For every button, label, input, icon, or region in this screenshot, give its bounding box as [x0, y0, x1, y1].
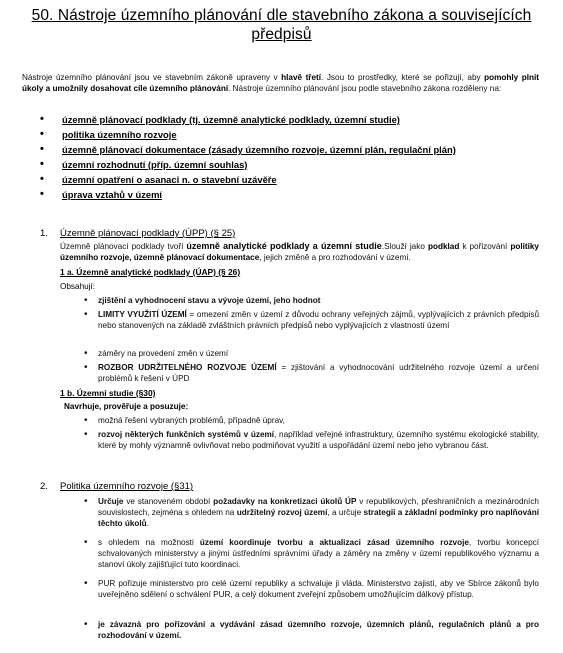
list-item: • územní rozhodnutí (příp. územní souhlas) — [40, 157, 456, 172]
page-title: 50. Nástroje územního plánování dle stavebního zákona a souvisejících předpisů — [31, 7, 532, 43]
proposes-label: Navrhuje, prověřuje a posuzuje: — [64, 402, 189, 411]
list-item: • s ohledem na možnosti území koordinuje tvorbu a aktualizaci zásad územního rozvoje, tvorbu koncepcí schvalovaných ministerstvy a jinými ústředními správními úřady a záměry na změny v území republikového významu a stanoví úkoly zajišťující tuto koordinaci. — [84, 537, 539, 569]
bullet-icon: • — [84, 496, 88, 507]
list-item: • PUR pořizuje ministerstvo pro celé území republiky a schvaluje ji vláda. Ministerstvo zajistí, aby ve Sbírce zákonů bylo uveřejněno sdělení o schválení PUR, a celý dokument zveřejní způsobem umožňujícím dálkový přístup. — [84, 578, 539, 599]
subsection-1a-heading: 1 a. Územně analytické podklady (ÚAP) (§ 26) — [60, 267, 241, 277]
list-item: • územní opatření o asanaci n. o stavební uzávěře — [40, 172, 456, 187]
list-item: • ROZBOR UDRŽITELNÉHO ROZVOJE ÚZEMÍ = zjištování a vyhodnocování udržitelného rozvoje území a určení problémů k řešení v ÚPD — [84, 362, 540, 383]
list-item: • úprava vztahů v území — [40, 187, 456, 202]
section-2-heading: 2. Politika územního rozvoje (§31) — [40, 481, 194, 492]
list-item: • LIMITY VYUŽITÍ ÚZEMÍ = omezení změn v území z důvodu ochrany veřejných zájmů, vyplývajících z právních předpisů nebo stanovených na základě zvláštních právních předpisů nebo vyplývajících z vlastností území — [84, 309, 540, 330]
bullet-icon: • — [84, 537, 88, 548]
bullet-icon: • — [84, 619, 88, 630]
bullet-icon: • — [84, 348, 88, 359]
list-item: • zjištění a vyhodnocení stavu a vývoje území, jeho hodnot — [84, 295, 321, 306]
bullet-icon: • — [84, 295, 88, 306]
list-item: • Určuje ve stanoveném období požadavky na konkretizaci úkolů ÚP v republikových, přeshraničních a mezinárodních souvislostech, zejména s ohledem na udržitelný rozvoj území, a určuje strategii a základní podmínky pro naplňování těchto úkolů. — [84, 496, 540, 528]
intro-paragraph: Nástroje územního plánování jsou ve stavebním zákoně upraveny v hlavě třetí. Jsou to prostředky, které se pořizují, aby pomohly plnit úkoly a umožnily dosahovat cíle územního plánování. Nástroje územního plánování jsou podle stavebního zákona rozděleny na: — [22, 73, 540, 93]
list-item: • rozvoj některých funkčních systémů v území, například veřejné infrastruktury, územního systému ekologické stability, které by mohly významně ovlivňovat nebo podmiňovat využití a uspořádání území nebo jeho vybranou část. — [84, 429, 540, 450]
bullet-icon: • — [84, 309, 88, 320]
list-item: • územně plánovací podklady (tj. územně analytické podklady, územní studie) — [40, 112, 456, 127]
bullet-icon: • — [84, 362, 88, 373]
section-1-heading: 1. Územně plánovací podklady (ÚPP) (§ 25) — [40, 228, 236, 239]
list-item: • územně plánovací dokumentace (zásady územního rozvoje, územní plán, regulační plán) — [40, 142, 456, 157]
list-item: • je závazná pro pořizování a vydávání zásad územního rozvoje, územních plánů, regulačních plánů a pro rozhodování v území. — [84, 619, 539, 640]
bullet-icon: • — [84, 578, 88, 589]
list-item: • možná řešení vybraných problémů, případně úprav, — [84, 415, 285, 426]
list-item: • politika územního rozvoje — [40, 127, 456, 142]
subsection-1b-heading: 1 b. Územní studie (§30) — [60, 388, 156, 398]
section-1-paragraph: Územně plánovací podklady tvoří územně analytické podklady a územní studie.Slouží jako podklad k pořizování politiky územního rozvoje, územně plánovací dokumentace, jejich změně a pro rozhodování v území. — [60, 241, 539, 262]
instrument-list — [40, 112, 456, 202]
bullet-icon: • — [84, 415, 88, 426]
list-item: • záměry na provedení změn v území — [84, 348, 229, 359]
bullet-icon: • — [84, 429, 88, 440]
contains-label: Obsahují: — [60, 282, 96, 291]
